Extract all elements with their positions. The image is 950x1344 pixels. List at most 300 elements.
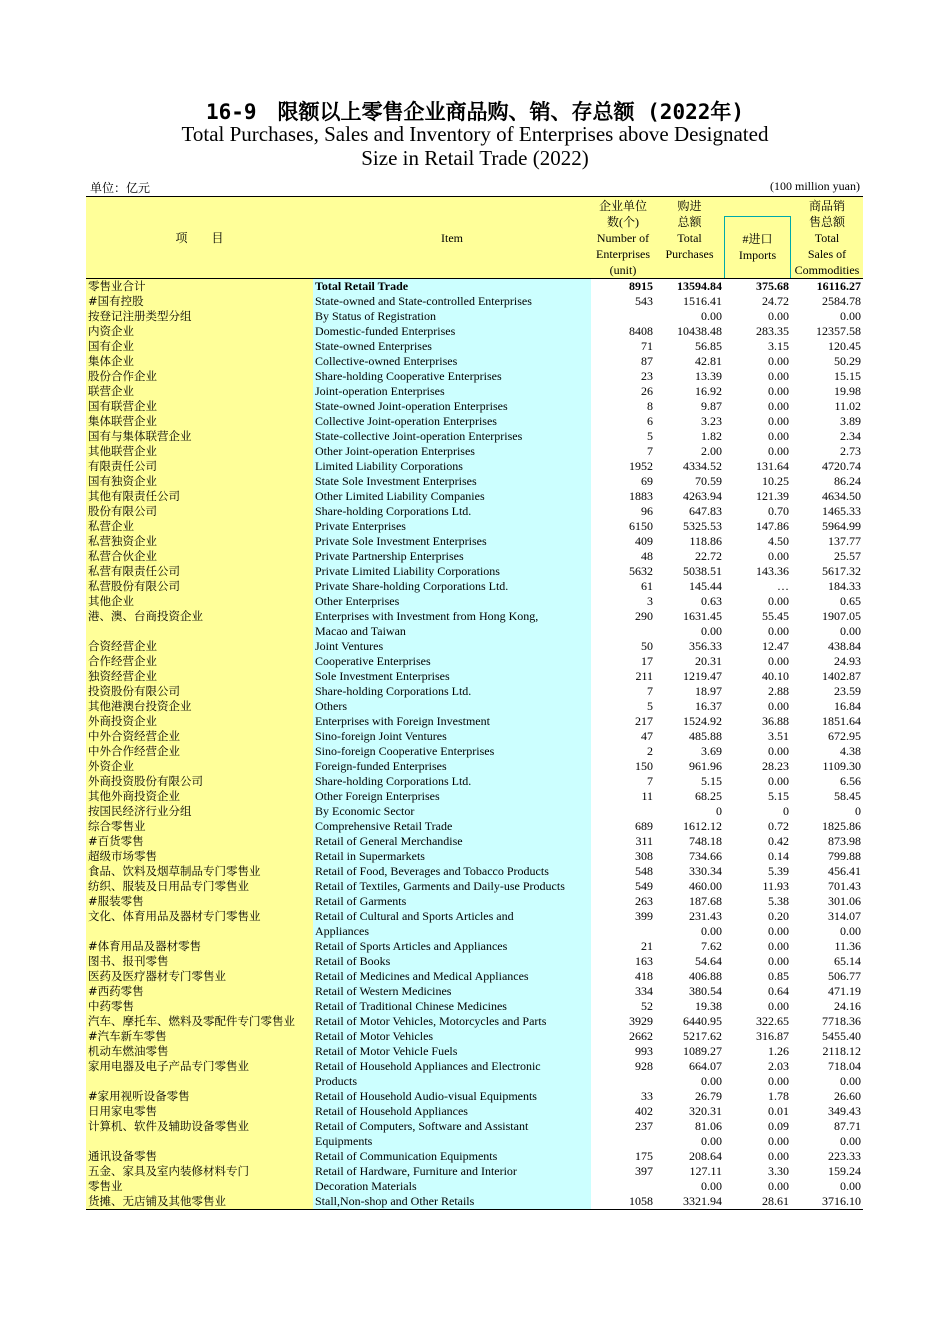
cell-sales: 87.71 — [834, 1119, 861, 1133]
row-label-english: Retail of Motor Vehicles — [313, 1029, 591, 1044]
cell-sales: 314.07 — [828, 909, 861, 923]
cell-sales: 5964.99 — [822, 519, 861, 533]
cell-enterprises: 17 — [641, 654, 653, 668]
row-label-chinese: 股份有限公司 — [86, 504, 313, 519]
table-row — [86, 369, 863, 384]
row-label-english: By Economic Sector — [313, 804, 591, 819]
row-label-chinese: 国有独资企业 — [86, 474, 313, 489]
row-label-chinese: 日用家电零售 — [86, 1104, 313, 1119]
cell-imports: 12.47 — [762, 639, 789, 653]
cell-enterprises: 5632 — [629, 564, 653, 578]
table-row — [86, 699, 863, 714]
cell-purchases: 330.34 — [689, 864, 722, 878]
cell-sales: 0.00 — [840, 1179, 861, 1193]
header-purchases-line: 总额 — [677, 215, 702, 229]
cell-sales: 65.14 — [834, 954, 861, 968]
cell-purchases: 20.31 — [695, 654, 722, 668]
cell-sales: 0.65 — [840, 594, 861, 608]
row-label-chinese: 机动车燃油零售 — [86, 1044, 313, 1059]
unit-label-english: (100 million yuan) — [770, 179, 860, 193]
row-label-chinese: 超级市场零售 — [86, 849, 313, 864]
cell-sales: 0 — [855, 804, 861, 818]
cell-imports: 0.01 — [768, 1104, 789, 1118]
cell-purchases: 18.97 — [695, 684, 722, 698]
cell-imports: 0.00 — [768, 999, 789, 1013]
row-label-chinese: 食品、饮料及烟草制品专门零售业 — [86, 864, 313, 879]
cell-sales: 718.04 — [828, 1059, 861, 1073]
cell-purchases: 1089.27 — [683, 1044, 722, 1058]
cell-imports: 0.70 — [768, 504, 789, 518]
cell-sales: 86.24 — [834, 474, 861, 488]
cell-sales: 1851.64 — [822, 714, 861, 728]
row-label-english: Total Retail Trade — [313, 279, 591, 295]
row-label-english: Sino-foreign Joint Ventures — [313, 729, 591, 744]
retail-trade-table — [86, 196, 863, 1210]
row-label-english: Other Joint-operation Enterprises — [313, 444, 591, 459]
row-label-chinese: 投资股份有限公司 — [86, 684, 313, 699]
cell-sales: 19.98 — [834, 384, 861, 398]
cell-sales: 7718.36 — [822, 1014, 861, 1028]
cell-imports: 40.10 — [762, 669, 789, 683]
cell-imports: 0.00 — [768, 654, 789, 668]
cell-purchases: 231.43 — [689, 909, 722, 923]
cell-sales: 25.57 — [834, 549, 861, 563]
table-row — [86, 504, 863, 519]
cell-enterprises: 96 — [641, 504, 653, 518]
cell-imports: 0.00 — [768, 1074, 789, 1088]
cell-enterprises: 1952 — [629, 459, 653, 473]
cell-sales: 5617.32 — [822, 564, 861, 578]
cell-purchases: 1219.47 — [683, 669, 722, 683]
header-sales-line: Sales of — [807, 246, 847, 261]
cell-enterprises: 1883 — [629, 489, 653, 503]
row-label-chinese: 中外合资经营企业 — [86, 729, 313, 744]
cell-sales: 2.73 — [840, 444, 861, 458]
table-row — [86, 489, 863, 504]
header-sales-line: Total — [814, 230, 840, 245]
header-number-of-enterprises — [591, 197, 655, 279]
cell-sales: 506.77 — [828, 969, 861, 983]
cell-imports: 0.42 — [768, 834, 789, 848]
cell-imports: 0.00 — [768, 1179, 789, 1193]
row-label-chinese: 私营合伙企业 — [86, 549, 313, 564]
cell-purchases: 5038.51 — [683, 564, 722, 578]
page-title-english — [0, 122, 950, 170]
table-row — [86, 594, 863, 609]
row-label-english: Retail of Traditional Chinese Medicines — [313, 999, 591, 1014]
row-label-chinese: 五金、家具及室内装修材料专门 — [86, 1164, 313, 1179]
table-row — [86, 684, 863, 699]
row-label-english: Retail of Household Audio-visual Equipments — [313, 1089, 591, 1104]
cell-imports: 5.38 — [768, 894, 789, 908]
table-row — [86, 279, 863, 295]
cell-enterprises: 47 — [641, 729, 653, 743]
cell-enterprises: 52 — [641, 999, 653, 1013]
row-label-english: Appliances — [313, 924, 591, 939]
table-row — [86, 654, 863, 669]
cell-sales: 16116.27 — [816, 279, 861, 293]
cell-sales: 672.95 — [828, 729, 861, 743]
table-row — [86, 549, 863, 564]
row-label-english: Other Foreign Enterprises — [313, 789, 591, 804]
cell-sales: 301.06 — [828, 894, 861, 908]
row-label-english: Retail of Medicines and Medical Appliances — [313, 969, 591, 984]
row-label-english: Private Share-holding Corporations Ltd. — [313, 579, 591, 594]
cell-purchases: 0.00 — [701, 624, 722, 638]
row-label-english: Sole Investment Enterprises — [313, 669, 591, 684]
cell-purchases: 1.82 — [701, 429, 722, 443]
cell-sales: 58.45 — [834, 789, 861, 803]
table-row — [86, 939, 863, 954]
table-row — [86, 744, 863, 759]
table-row — [86, 354, 863, 369]
table-row — [86, 909, 863, 924]
cell-imports: 375.68 — [756, 279, 789, 293]
cell-purchases: 70.59 — [695, 474, 722, 488]
cell-sales: 5455.40 — [822, 1029, 861, 1043]
cell-enterprises: 175 — [635, 1149, 653, 1163]
cell-purchases: 356.33 — [689, 639, 722, 653]
cell-purchases: 1612.12 — [683, 819, 722, 833]
cell-enterprises: 7 — [647, 444, 653, 458]
row-label-chinese: 纺织、服装及日用品专门零售业 — [86, 879, 313, 894]
cell-purchases: 16.37 — [695, 699, 722, 713]
row-label-chinese: 零售业合计 — [86, 279, 313, 295]
cell-purchases: 664.07 — [689, 1059, 722, 1073]
cell-imports: 1.26 — [768, 1044, 789, 1058]
table-row — [86, 1164, 863, 1179]
cell-imports: 283.35 — [756, 324, 789, 338]
row-label-english: Joint-operation Enterprises — [313, 384, 591, 399]
cell-enterprises: 7 — [647, 684, 653, 698]
cell-imports: 0.72 — [768, 819, 789, 833]
row-label-english: Domestic-funded Enterprises — [313, 324, 591, 339]
row-label-english: Share-holding Corporations Ltd. — [313, 684, 591, 699]
row-label-english: Foreign-funded Enterprises — [313, 759, 591, 774]
cell-purchases: 3.69 — [701, 744, 722, 758]
cell-sales: 6.56 — [840, 774, 861, 788]
cell-purchases: 2.00 — [701, 444, 722, 458]
row-label-chinese: 医药及医疗器材专门零售业 — [86, 969, 313, 984]
cell-sales: 1402.87 — [822, 669, 861, 683]
cell-imports: 28.61 — [724, 1194, 791, 1210]
table-row — [86, 579, 863, 594]
cell-purchases: 56.85 — [695, 339, 722, 353]
cell-enterprises: 928 — [635, 1059, 653, 1073]
cell-sales: 0.00 — [840, 924, 861, 938]
cell-purchases: 1516.41 — [683, 294, 722, 308]
table-row — [86, 954, 863, 969]
cell-sales: 12357.58 — [816, 324, 861, 338]
cell-enterprises: 6 — [647, 414, 653, 428]
row-label-english: Retail of Computers, Software and Assistant — [313, 1119, 591, 1134]
cell-imports: 0.00 — [768, 369, 789, 383]
row-label-english: Private Sole Investment Enterprises — [313, 534, 591, 549]
table-row — [86, 1104, 863, 1119]
row-label-chinese: 有限责任公司 — [86, 459, 313, 474]
cell-purchases: 5325.53 — [683, 519, 722, 533]
row-label-chinese — [86, 924, 313, 939]
table-row — [86, 429, 863, 444]
cell-purchases: 22.72 — [695, 549, 722, 563]
header-purchases-line: Total — [677, 231, 702, 245]
row-label-chinese: #汽车新车零售 — [86, 1029, 313, 1044]
row-label-chinese: #家用视听设备零售 — [86, 1089, 313, 1104]
cell-enterprises: 71 — [641, 339, 653, 353]
row-label-english: Retail of Hardware, Furniture and Interior — [313, 1164, 591, 1179]
row-label-english: Comprehensive Retail Trade — [313, 819, 591, 834]
cell-purchases: 0.00 — [701, 309, 722, 323]
cell-sales: 1825.86 — [822, 819, 861, 833]
cell-imports: 0.20 — [768, 909, 789, 923]
table-row — [86, 894, 863, 909]
cell-imports: 0.00 — [768, 354, 789, 368]
cell-purchases: 127.11 — [689, 1164, 722, 1178]
cell-sales: 456.41 — [828, 864, 861, 878]
table-row — [86, 339, 863, 354]
table-row — [86, 384, 863, 399]
row-label-chinese — [86, 624, 313, 639]
cell-imports: 0.00 — [768, 1134, 789, 1148]
table-row — [86, 804, 863, 819]
cell-purchases: 208.64 — [689, 1149, 722, 1163]
cell-enterprises — [591, 804, 655, 819]
cell-sales: 701.43 — [828, 879, 861, 893]
row-label-chinese — [86, 1074, 313, 1089]
row-label-english: Retail of Textiles, Garments and Daily-use Products — [313, 879, 591, 894]
table-row — [86, 609, 863, 624]
cell-purchases: 647.83 — [689, 504, 722, 518]
row-label-english: Retail of Motor Vehicles, Motorcycles and Parts — [313, 1014, 591, 1029]
cell-purchases: 7.62 — [701, 939, 722, 953]
cell-purchases: 13594.84 — [677, 279, 722, 293]
row-label-english: Retail of Sports Articles and Appliances — [313, 939, 591, 954]
table-row — [86, 414, 863, 429]
row-label-chinese: 联营企业 — [86, 384, 313, 399]
cell-enterprises: 211 — [635, 669, 653, 683]
cell-sales: 24.93 — [834, 654, 861, 668]
cell-imports: 0.00 — [768, 624, 789, 638]
cell-sales: 0.00 — [840, 624, 861, 638]
row-label-english: Retail of Household Appliances — [313, 1104, 591, 1119]
row-label-english: Collective-owned Enterprises — [313, 354, 591, 369]
row-label-chinese: 集体联营企业 — [86, 414, 313, 429]
header-imports-line: #进口 — [742, 232, 773, 246]
row-label-chinese: 图书、报刊零售 — [86, 954, 313, 969]
row-label-english: Retail of Cultural and Sports Articles and — [313, 909, 591, 924]
row-label-chinese: 集体企业 — [86, 354, 313, 369]
header-sales-line: Commodities — [794, 262, 860, 277]
cell-imports: 0 — [783, 804, 789, 818]
table-row — [86, 324, 863, 339]
cell-imports: 0.85 — [768, 969, 789, 983]
cell-enterprises: 548 — [635, 864, 653, 878]
row-label-english: Collective Joint-operation Enterprises — [313, 414, 591, 429]
cell-purchases: 26.79 — [695, 1089, 722, 1103]
cell-enterprises: 402 — [635, 1104, 653, 1118]
cell-sales: 1907.05 — [822, 609, 861, 623]
row-label-english: Enterprises with Investment from Hong Kong, — [313, 609, 591, 624]
row-label-english: Private Enterprises — [313, 519, 591, 534]
row-label-english: Retail of Communication Equipments — [313, 1149, 591, 1164]
row-label-chinese: 其他有限责任公司 — [86, 489, 313, 504]
row-label-chinese: 中外合作经营企业 — [86, 744, 313, 759]
cell-imports: 28.23 — [762, 759, 789, 773]
row-label-chinese: 通讯设备零售 — [86, 1149, 313, 1164]
cell-enterprises: 689 — [635, 819, 653, 833]
cell-enterprises: 69 — [641, 474, 653, 488]
cell-enterprises: 290 — [635, 609, 653, 623]
cell-enterprises: 308 — [635, 849, 653, 863]
table-row — [86, 819, 863, 834]
row-label-chinese: 其他外商投资企业 — [86, 789, 313, 804]
row-label-english: Retail of Household Appliances and Electronic — [313, 1059, 591, 1074]
cell-enterprises: 1058 — [591, 1194, 655, 1210]
header-purchases-line: 购进 — [677, 199, 702, 213]
row-label-chinese: 货摊、无店铺及其他零售业 — [86, 1194, 313, 1210]
table-row — [86, 639, 863, 654]
cell-imports: 0.00 — [768, 744, 789, 758]
cell-sales: 1465.33 — [822, 504, 861, 518]
row-label-english: Limited Liability Corporations — [313, 459, 591, 474]
row-label-chinese: 合作经营企业 — [86, 654, 313, 669]
cell-sales: 120.45 — [828, 339, 861, 353]
cell-enterprises — [591, 624, 655, 639]
cell-sales: 2.34 — [840, 429, 861, 443]
cell-purchases: 5217.62 — [683, 1029, 722, 1043]
cell-sales: 0.00 — [840, 309, 861, 323]
header-item-english: Item — [313, 197, 591, 279]
table-row — [86, 1134, 863, 1149]
table-row — [86, 564, 863, 579]
page-title-chinese: 16-9 限额以上零售企业商品购、销、存总额 (2022年) — [205, 100, 745, 124]
cell-enterprises: 8408 — [629, 324, 653, 338]
cell-enterprises: 21 — [641, 939, 653, 953]
table-row — [86, 834, 863, 849]
row-label-chinese: 股份合作企业 — [86, 369, 313, 384]
cell-purchases: 42.81 — [695, 354, 722, 368]
row-label-chinese: 私营股份有限公司 — [86, 579, 313, 594]
table-row — [86, 714, 863, 729]
cell-purchases: 9.87 — [701, 399, 722, 413]
row-label-english: Retail in Supermarkets — [313, 849, 591, 864]
header-imports — [724, 197, 791, 279]
cell-imports: 0.64 — [768, 984, 789, 998]
table-row — [86, 1089, 863, 1104]
cell-purchases: 4334.52 — [683, 459, 722, 473]
row-label-english: Retail of Garments — [313, 894, 591, 909]
cell-enterprises: 3929 — [629, 1014, 653, 1028]
table-row — [86, 399, 863, 414]
cell-imports: 3.30 — [768, 1164, 789, 1178]
cell-purchases: 6440.95 — [683, 1014, 722, 1028]
table-row — [86, 849, 863, 864]
page-title-english-line2: Size in Retail Trade (2022) — [361, 146, 589, 170]
cell-imports: 5.39 — [768, 864, 789, 878]
header-sales-line: 商品销 — [808, 198, 845, 213]
cell-imports: 0.09 — [768, 1119, 789, 1133]
cell-sales: 1109.30 — [822, 759, 861, 773]
cell-purchases: 748.18 — [689, 834, 722, 848]
cell-imports: 0.00 — [768, 1149, 789, 1163]
table-row — [86, 444, 863, 459]
cell-imports: 0.00 — [768, 414, 789, 428]
row-label-chinese: 综合零售业 — [86, 819, 313, 834]
table-row — [86, 864, 863, 879]
cell-purchases: 380.54 — [689, 984, 722, 998]
row-label-english: Cooperative Enterprises — [313, 654, 591, 669]
table-row — [86, 519, 863, 534]
row-label-english: Share-holding Cooperative Enterprises — [313, 369, 591, 384]
cell-imports: 2.88 — [768, 684, 789, 698]
header-units-line: (unit) — [609, 262, 637, 277]
cell-imports: 143.36 — [756, 564, 789, 578]
row-label-chinese: #百货零售 — [86, 834, 313, 849]
table-row — [86, 774, 863, 789]
row-label-english: Share-holding Corporations Ltd. — [313, 774, 591, 789]
cell-sales: 0.00 — [840, 1074, 861, 1088]
header-item-chinese: 项 目 — [86, 197, 313, 279]
cell-enterprises — [591, 1074, 655, 1089]
table-row — [86, 1149, 863, 1164]
table-row — [86, 474, 863, 489]
cell-imports: 316.87 — [756, 1029, 789, 1043]
row-label-chinese: 国有企业 — [86, 339, 313, 354]
cell-sales: 137.77 — [828, 534, 861, 548]
row-label-english: Retail of General Merchandise — [313, 834, 591, 849]
cell-purchases: 0.00 — [701, 924, 722, 938]
row-label-chinese: 私营企业 — [86, 519, 313, 534]
row-label-chinese: 其他联营企业 — [86, 444, 313, 459]
table-row — [86, 984, 863, 999]
cell-purchases: 145.44 — [689, 579, 722, 593]
cell-imports: 4.50 — [768, 534, 789, 548]
header-units-line: Enterprises — [596, 246, 650, 261]
table-row — [86, 534, 863, 549]
cell-imports: 0.00 — [768, 399, 789, 413]
row-label-english: State-owned Joint-operation Enterprises — [313, 399, 591, 414]
cell-enterprises: 2662 — [629, 1029, 653, 1043]
cell-purchases: 3321.94 — [655, 1194, 724, 1210]
cell-enterprises: 3 — [647, 594, 653, 608]
row-label-chinese: 中药零售 — [86, 999, 313, 1014]
row-label-chinese: 私营独资企业 — [86, 534, 313, 549]
table-row — [86, 729, 863, 744]
cell-enterprises: 61 — [641, 579, 653, 593]
row-label-english: Stall,Non-shop and Other Retails — [313, 1194, 591, 1210]
cell-purchases: 485.88 — [689, 729, 722, 743]
row-label-chinese: 按国民经济行业分组 — [86, 804, 313, 819]
cell-imports: 0.00 — [768, 774, 789, 788]
row-label-chinese: 内资企业 — [86, 324, 313, 339]
cell-sales: 24.16 — [834, 999, 861, 1013]
cell-enterprises: 334 — [635, 984, 653, 998]
cell-enterprises: 11 — [641, 789, 653, 803]
cell-sales: 26.60 — [834, 1089, 861, 1103]
row-label-chinese: 外商投资股份有限公司 — [86, 774, 313, 789]
row-label-english: Private Limited Liability Corporations — [313, 564, 591, 579]
cell-enterprises — [591, 1179, 655, 1194]
cell-purchases: 320.31 — [689, 1104, 722, 1118]
cell-imports: 0.14 — [768, 849, 789, 863]
row-label-english: Sino-foreign Cooperative Enterprises — [313, 744, 591, 759]
cell-purchases: 0.00 — [701, 1179, 722, 1193]
header-units-line: 数(个) — [607, 214, 639, 229]
cell-imports: 0.00 — [768, 309, 789, 323]
cell-enterprises: 48 — [641, 549, 653, 563]
cell-enterprises — [591, 1134, 655, 1149]
cell-imports: 2.03 — [768, 1059, 789, 1073]
